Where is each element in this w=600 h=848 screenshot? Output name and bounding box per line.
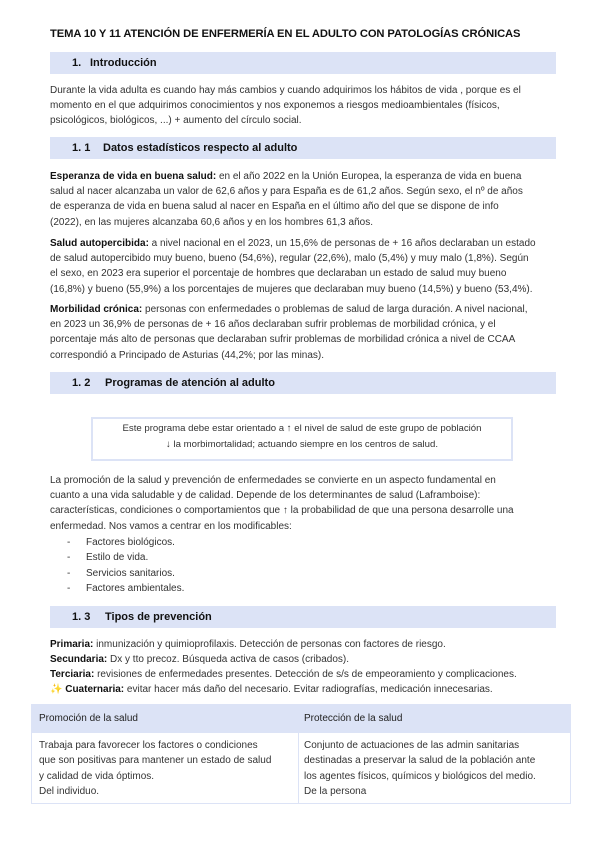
- section-label: Introducción: [90, 57, 157, 69]
- section-label: Tipos de prevención: [105, 611, 212, 623]
- chronic-morbidity-paragraph: Morbilidad crónica: personas con enfermedades o problemas de salud de larga duración. A nivel nacional, en 2023 un 36,9% de personas de + 16 años declaraban sufrir problemas de morbilidad crónica, y el porcentaje más alto de personas que declaraban sufrir problemas de morbilidad crónica a nivel de CCAA correspondió a Principado de Asturias (44,2%; por las minas).: [50, 304, 528, 361]
- life-expectancy-paragraph: Esperanza de vida en buena salud: en el año 2022 en la Unión Europea, la esperanza de vida en buena salud al nacer alcanzaba un valor de 62,6 años y para España es de 61,2 años. Según sexo, el nº de años de esperanza de vida en buena salud al nacer en España en el último año del que se dispone de info (2022), en las mujeres alcanzaba 60,6 años y en los hombres 61,3 años.: [50, 171, 523, 228]
- document-title: TEMA 10 Y 11 ATENCIÓN DE ENFERMERÍA EN EL ADULTO CON PATOLOGÍAS CRÓNICAS: [50, 28, 521, 40]
- prevention-terciaria: Terciaria: revisiones de enfermedades presentes. Detección de s/s de empeoramiento y complicaciones.: [50, 669, 517, 680]
- list-item: - Estilo de vida.: [67, 552, 149, 564]
- table-header-proteccion: Protección de la salud: [304, 713, 403, 724]
- health-promotion-paragraph: La promoción de la salud y prevención de enfermedades se convierte en un aspecto fundamental en cuanto a una vida saludable y de calidad. Depende de los determinantes de salud (Laframboise): características, condiciones o comportamientos que ↑ la probabilidad de que una persona desarrolle una enfermedad. Nos vamos a centrar en los modificables:: [50, 475, 514, 532]
- prevention-secundaria: Secundaria: Dx y tto precoz. Búsqueda activa de casos (cribados).: [50, 654, 350, 665]
- paragraph-label: Morbilidad crónica:: [50, 304, 143, 315]
- table-header-row: [32, 705, 570, 733]
- promotion-protection-table: [31, 704, 571, 804]
- section-header-tipos-prevencion: [50, 606, 556, 628]
- program-callout-box: Este programa debe estar orientado a ↑ el nivel de salud de este grupo de población ↓ la morbimortalidad; actuando siempre en los centros de salud.: [91, 417, 513, 461]
- table-column-divider: [298, 733, 299, 803]
- section-label: Programas de atención al adulto: [105, 377, 275, 389]
- section-header-programas: [50, 372, 556, 394]
- prevention-types-list: [50, 637, 517, 697]
- intro-paragraph: Durante la vida adulta es cuando hay más cambios y cuando adquirimos los hábitos de vida , porque es el momento en el que adquirimos conocimientos y nos exponemos a riesgos medioambientales (físicos, psicológicos, biológicos, ...) + aumento del círculo social.: [50, 85, 521, 127]
- self-perceived-health-paragraph: Salud autopercibida: a nivel nacional en el 2023, un 15,6% de personas de + 16 años declaraban un estado de salud autopercibido muy bueno, bueno (54,6%), regular (22,6%), malo (5,4%) y muy malo (1,8%). Según el sexo, en 2023 era superior el porcentaje de hombres que declaraban un estado de salud muy bueno (16,8%) y bueno (55,9%) a los porcentajes de mujeres que declaraban muy bueno (14,5%) y bueno (53,4%).: [50, 238, 536, 295]
- section-header-introduccion: [50, 52, 556, 74]
- section-number: 1.: [72, 57, 82, 69]
- table-header-promocion: Promoción de la salud: [39, 713, 138, 724]
- table-cell-proteccion: Conjunto de actuaciones de las admin sanitarias destinadas a preservar la salud de la población ante los agentes físicos, químicos y biológicos del medio. De la persona: [304, 740, 536, 797]
- list-item: - Factores ambientales.: [67, 582, 185, 594]
- table-cell-promocion: Trabaja para favorecer los factores o condiciones que son positivas para mantener un estado de salud y calidad de vida óptimos. Del individuo.: [39, 740, 272, 797]
- section-number: 1. 3: [72, 611, 91, 623]
- paragraph-label: Salud autopercibida:: [50, 238, 149, 249]
- section-number: 1. 2: [72, 377, 91, 389]
- list-item: - Servicios sanitarios.: [67, 567, 175, 579]
- prevention-primaria: Primaria: inmunización y quimioprofilaxis. Detección de personas con factores de riesgo.: [50, 639, 446, 650]
- list-item: - Factores biológicos.: [67, 537, 175, 548]
- section-header-datos-estadisticos: [50, 137, 556, 159]
- section-number: 1. 1: [72, 142, 91, 154]
- paragraph-label: Esperanza de vida en buena salud:: [50, 171, 217, 182]
- section-label: Datos estadísticos respecto al adulto: [103, 142, 298, 154]
- prevention-cuaternaria: ✨ Cuaternaria: evitar hacer más daño del necesario. Evitar radiografías, medicación innecesarias.: [50, 684, 493, 695]
- modifiable-factors-list: [67, 535, 184, 596]
